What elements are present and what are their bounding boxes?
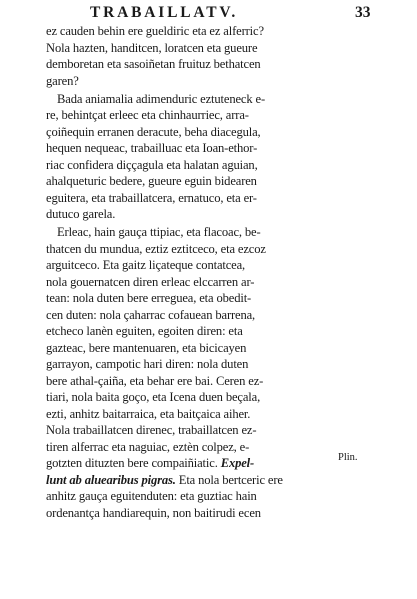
text-line: cen duten: nola çaharrac cofauean barrena,: [46, 307, 256, 322]
text-line-with-latin: [46, 472, 336, 489]
text-line: re, behintçat erleec eta chinhaurriec, arra-: [46, 108, 249, 122]
text-line: demboretan eta sasoiñetan fruituz bethatcen: [46, 57, 261, 71]
text-line: dutuco garela.: [46, 207, 116, 221]
body-text: [46, 23, 336, 521]
text-line: gazteac, bere mantenuaren, eta bicicayen: [46, 340, 247, 355]
text-line: thatcen du mundua, eztiz eztitceco, eta ezcoz: [46, 241, 266, 256]
text-line: bere athal-çaiña, eta behar ere bai. Ceren ez-: [46, 373, 264, 388]
text-line: ez cauden behin ere gueldiric eta ez alferric?: [46, 24, 264, 38]
text-line: garrayon, campotic hari diren: nola duten: [46, 357, 249, 371]
text-line: tiari, nola baita goço, eta Icena duen beçala,: [46, 390, 261, 404]
text-line-with-latin: [46, 455, 336, 472]
text-line: garen?: [46, 73, 79, 88]
text-line: ahalqueturic bedere, gueure eguin bidearen: [46, 174, 257, 188]
text-line: Nola hazten, handitcen, loratcen eta gueure: [46, 40, 258, 55]
latin-quote-start: Expel-: [220, 456, 255, 470]
paragraph-start-line: Bada aniamalia adimenduric eztuteneck e-: [57, 91, 265, 106]
margin-note: Plin.: [338, 452, 358, 463]
text-line: eguitera, eta trabaillatcera, ernatuco, eta er-: [46, 190, 257, 205]
text-line: arguitceco. Eta gaitz liçateque contatcea,: [46, 258, 246, 272]
running-head: TRABAILLATV.: [90, 4, 239, 21]
text-line: nola gouernatcen diren erleac elccarren ar-: [46, 274, 255, 289]
text-line: hequen nequeac, trabailluac eta Ioan-ethor-: [46, 141, 258, 155]
text-line: çoiñequin erranen deracute, beha diacegula,: [46, 124, 261, 139]
page-number: 33: [355, 4, 371, 21]
text-line: anhitz gauça eguitenduten: eta guztiac hain: [46, 489, 257, 503]
text-line: Nola trabaillatcen direnec, trabaillatcen ez-: [46, 423, 257, 437]
text-line: ordenantça handiarequin, non baitirudi ecen: [46, 505, 261, 520]
text-line: riac confidera diççagula eta halatan aguian,: [46, 157, 258, 172]
line-text: Eta nola bertceric ere: [175, 472, 283, 487]
line-text: gotzten dituzten bere compaiñiatic.: [46, 456, 218, 470]
text-line: tiren alferrac eta naguiac, eztèn colpez, e-: [46, 439, 250, 454]
latin-quote-end: lunt ab aluearibus pigras.: [46, 472, 176, 487]
text-line: ezti, anhitz baitarraica, eta baitçaica aiher.: [46, 406, 251, 421]
text-line: etcheco lanèn eguiten, egoiten diren: eta: [46, 324, 243, 338]
paragraph-start-line: Erleac, hain gauça ttipiac, eta flacoac, be-: [57, 225, 261, 239]
text-line: tean: nola duten bere erreguea, eta obedit-: [46, 291, 252, 305]
